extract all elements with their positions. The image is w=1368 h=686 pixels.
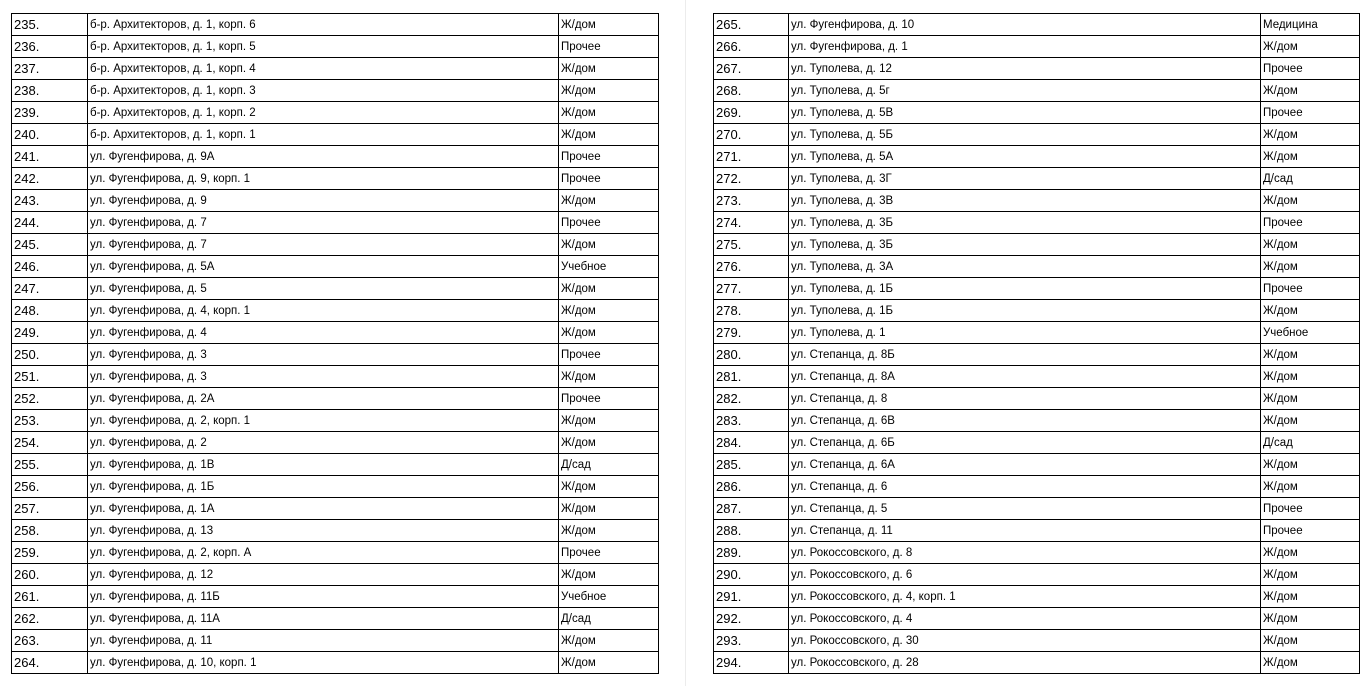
row-address: ул. Фугенфирова, д. 2, корп. А: [88, 542, 559, 564]
row-number: 251.: [12, 366, 88, 388]
table-row: [12, 322, 659, 344]
table-row: [12, 278, 659, 300]
row-category: Ж/дом: [559, 652, 659, 674]
row-category: Ж/дом: [1261, 454, 1360, 476]
row-address: ул. Фугенфирова, д. 9: [88, 190, 559, 212]
row-address: б-р. Архитекторов, д. 1, корп. 6: [88, 14, 559, 36]
row-address: ул. Рокоссовского, д. 6: [789, 564, 1261, 586]
row-address: ул. Фугенфирова, д. 5А: [88, 256, 559, 278]
row-address: ул. Туполева, д. 3В: [789, 190, 1261, 212]
row-category: Д/сад: [1261, 168, 1360, 190]
row-number: 241.: [12, 146, 88, 168]
row-category: Прочее: [559, 542, 659, 564]
row-address: ул. Фугенфирова, д. 7: [88, 234, 559, 256]
address-table-left: [11, 13, 659, 674]
table-row: [714, 366, 1360, 388]
table-row: [12, 608, 659, 630]
table-row: [12, 36, 659, 58]
row-address: ул. Степанца, д. 11: [789, 520, 1261, 542]
row-number: 267.: [714, 58, 789, 80]
table-row: [12, 102, 659, 124]
row-category: Прочее: [1261, 278, 1360, 300]
table-row: [714, 80, 1360, 102]
row-address: ул. Рокоссовского, д. 4: [789, 608, 1261, 630]
table-row: [12, 366, 659, 388]
table-row: [714, 344, 1360, 366]
row-category: Прочее: [1261, 102, 1360, 124]
table-row: [714, 36, 1360, 58]
table-row: [714, 476, 1360, 498]
row-address: ул. Фугенфирова, д. 7: [88, 212, 559, 234]
row-address: б-р. Архитекторов, д. 1, корп. 2: [88, 102, 559, 124]
row-address: ул. Фугенфирова, д. 9А: [88, 146, 559, 168]
table-row: [714, 124, 1360, 146]
row-category: Прочее: [1261, 58, 1360, 80]
table-row: [12, 300, 659, 322]
row-number: 280.: [714, 344, 789, 366]
row-number: 287.: [714, 498, 789, 520]
row-address: ул. Рокоссовского, д. 4, корп. 1: [789, 586, 1261, 608]
row-number: 247.: [12, 278, 88, 300]
row-category: Ж/дом: [1261, 234, 1360, 256]
row-number: 263.: [12, 630, 88, 652]
row-address: ул. Фугенфирова, д. 4, корп. 1: [88, 300, 559, 322]
row-category: Ж/дом: [1261, 652, 1360, 674]
row-address: ул. Фугенфирова, д. 11А: [88, 608, 559, 630]
table-row: [12, 542, 659, 564]
table-row: [714, 190, 1360, 212]
row-address: ул. Фугенфирова, д. 2А: [88, 388, 559, 410]
table-row: [714, 14, 1360, 36]
row-number: 237.: [12, 58, 88, 80]
table-row: [12, 80, 659, 102]
row-category: Ж/дом: [559, 366, 659, 388]
row-category: Учебное: [1261, 322, 1360, 344]
row-category: Ж/дом: [559, 410, 659, 432]
row-address: ул. Туполева, д. 3Б: [789, 212, 1261, 234]
row-number: 256.: [12, 476, 88, 498]
row-number: 286.: [714, 476, 789, 498]
table-row: [12, 586, 659, 608]
row-number: 289.: [714, 542, 789, 564]
row-number: 261.: [12, 586, 88, 608]
row-category: Ж/дом: [1261, 476, 1360, 498]
table-row: [12, 212, 659, 234]
row-address: ул. Фугенфирова, д. 3: [88, 344, 559, 366]
row-address: ул. Степанца, д. 8: [789, 388, 1261, 410]
table-row: [714, 608, 1360, 630]
row-category: Ж/дом: [1261, 410, 1360, 432]
row-address: ул. Фугенфирова, д. 13: [88, 520, 559, 542]
row-address: ул. Туполева, д. 1Б: [789, 278, 1261, 300]
row-number: 277.: [714, 278, 789, 300]
row-number: 281.: [714, 366, 789, 388]
row-address: б-р. Архитекторов, д. 1, корп. 3: [88, 80, 559, 102]
table-row: [714, 454, 1360, 476]
row-number: 285.: [714, 454, 789, 476]
row-number: 257.: [12, 498, 88, 520]
row-category: Ж/дом: [1261, 586, 1360, 608]
row-number: 246.: [12, 256, 88, 278]
row-number: 274.: [714, 212, 789, 234]
row-category: Прочее: [559, 388, 659, 410]
row-address: ул. Рокоссовского, д. 30: [789, 630, 1261, 652]
row-number: 255.: [12, 454, 88, 476]
row-number: 254.: [12, 432, 88, 454]
address-table-right-body: [714, 14, 1360, 674]
row-address: ул. Фугенфирова, д. 1А: [88, 498, 559, 520]
row-category: Ж/дом: [1261, 608, 1360, 630]
row-address: ул. Степанца, д. 8А: [789, 366, 1261, 388]
row-category: Ж/дом: [559, 432, 659, 454]
row-category: Ж/дом: [559, 58, 659, 80]
row-category: Ж/дом: [1261, 344, 1360, 366]
row-number: 250.: [12, 344, 88, 366]
row-number: 262.: [12, 608, 88, 630]
row-category: Ж/дом: [1261, 366, 1360, 388]
table-row: [714, 256, 1360, 278]
row-category: Прочее: [559, 36, 659, 58]
row-number: 248.: [12, 300, 88, 322]
row-address: ул. Рокоссовского, д. 28: [789, 652, 1261, 674]
row-number: 252.: [12, 388, 88, 410]
row-number: 270.: [714, 124, 789, 146]
table-row: [12, 410, 659, 432]
row-number: 288.: [714, 520, 789, 542]
table-row: [12, 124, 659, 146]
row-number: 264.: [12, 652, 88, 674]
row-address: ул. Степанца, д. 6В: [789, 410, 1261, 432]
table-row: [714, 652, 1360, 674]
table-row: [714, 58, 1360, 80]
row-category: Ж/дом: [1261, 80, 1360, 102]
row-number: 293.: [714, 630, 789, 652]
row-number: 259.: [12, 542, 88, 564]
row-number: 238.: [12, 80, 88, 102]
row-address: ул. Степанца, д. 8Б: [789, 344, 1261, 366]
table-row: [714, 564, 1360, 586]
table-row: [714, 234, 1360, 256]
row-address: ул. Фугенфирова, д. 5: [88, 278, 559, 300]
row-address: ул. Степанца, д. 6А: [789, 454, 1261, 476]
row-address: ул. Фугенфирова, д. 10: [789, 14, 1261, 36]
table-row: [714, 278, 1360, 300]
row-category: Ж/дом: [559, 190, 659, 212]
row-category: Учебное: [559, 256, 659, 278]
table-row: [12, 652, 659, 674]
row-category: Ж/дом: [1261, 256, 1360, 278]
row-number: 292.: [714, 608, 789, 630]
page-divider: [685, 0, 686, 686]
row-address: ул. Степанца, д. 6: [789, 476, 1261, 498]
table-row: [12, 256, 659, 278]
row-number: 243.: [12, 190, 88, 212]
row-address: ул. Рокоссовского, д. 8: [789, 542, 1261, 564]
row-address: ул. Фугенфирова, д. 2, корп. 1: [88, 410, 559, 432]
row-address: б-р. Архитекторов, д. 1, корп. 4: [88, 58, 559, 80]
table-row: [714, 432, 1360, 454]
row-number: 236.: [12, 36, 88, 58]
table-row: [714, 498, 1360, 520]
row-address: ул. Туполева, д. 3Б: [789, 234, 1261, 256]
row-category: Ж/дом: [1261, 388, 1360, 410]
table-row: [12, 190, 659, 212]
row-number: 279.: [714, 322, 789, 344]
table-row: [714, 322, 1360, 344]
row-address: ул. Фугенфирова, д. 3: [88, 366, 559, 388]
table-row: [12, 146, 659, 168]
table-row: [714, 146, 1360, 168]
table-row: [12, 58, 659, 80]
row-category: Ж/дом: [559, 234, 659, 256]
table-row: [12, 14, 659, 36]
table-row: [714, 542, 1360, 564]
table-row: [714, 410, 1360, 432]
row-category: Ж/дом: [559, 80, 659, 102]
row-address: ул. Туполева, д. 3Г: [789, 168, 1261, 190]
row-category: Ж/дом: [1261, 146, 1360, 168]
table-row: [12, 234, 659, 256]
row-category: Прочее: [559, 212, 659, 234]
row-address: ул. Фугенфирова, д. 11: [88, 630, 559, 652]
row-number: 273.: [714, 190, 789, 212]
row-category: Д/сад: [559, 608, 659, 630]
row-number: 284.: [714, 432, 789, 454]
row-category: Прочее: [559, 344, 659, 366]
row-number: 269.: [714, 102, 789, 124]
row-number: 235.: [12, 14, 88, 36]
row-address: ул. Фугенфирова, д. 12: [88, 564, 559, 586]
row-address: ул. Фугенфирова, д. 2: [88, 432, 559, 454]
row-category: Ж/дом: [559, 520, 659, 542]
table-row: [12, 564, 659, 586]
row-number: 291.: [714, 586, 789, 608]
row-number: 283.: [714, 410, 789, 432]
row-address: б-р. Архитекторов, д. 1, корп. 5: [88, 36, 559, 58]
row-address: ул. Фугенфирова, д. 1Б: [88, 476, 559, 498]
row-number: 239.: [12, 102, 88, 124]
address-table-right: [713, 13, 1360, 674]
row-category: Учебное: [559, 586, 659, 608]
row-address: ул. Фугенфирова, д. 10, корп. 1: [88, 652, 559, 674]
row-address: ул. Туполева, д. 3А: [789, 256, 1261, 278]
row-address: ул. Фугенфирова, д. 4: [88, 322, 559, 344]
row-number: 275.: [714, 234, 789, 256]
row-category: Ж/дом: [1261, 300, 1360, 322]
row-number: 272.: [714, 168, 789, 190]
row-address: ул. Фугенфирова, д. 11Б: [88, 586, 559, 608]
row-address: ул. Туполева, д. 12: [789, 58, 1261, 80]
address-table-left-body: [12, 14, 659, 674]
row-address: ул. Фугенфирова, д. 9, корп. 1: [88, 168, 559, 190]
row-address: ул. Туполева, д. 5Б: [789, 124, 1261, 146]
table-row: [714, 586, 1360, 608]
row-category: Прочее: [1261, 212, 1360, 234]
row-number: 282.: [714, 388, 789, 410]
row-category: Прочее: [1261, 520, 1360, 542]
row-category: Ж/дом: [1261, 564, 1360, 586]
table-row: [12, 520, 659, 542]
row-number: 271.: [714, 146, 789, 168]
row-address: ул. Туполева, д. 1Б: [789, 300, 1261, 322]
table-row: [714, 300, 1360, 322]
row-category: Ж/дом: [1261, 190, 1360, 212]
table-row: [12, 344, 659, 366]
row-category: Прочее: [559, 146, 659, 168]
row-category: Медицина: [1261, 14, 1360, 36]
table-row: [12, 498, 659, 520]
row-number: 260.: [12, 564, 88, 586]
row-category: Прочее: [559, 168, 659, 190]
row-category: Ж/дом: [559, 498, 659, 520]
row-address: ул. Туполева, д. 1: [789, 322, 1261, 344]
table-row: [12, 168, 659, 190]
row-number: 294.: [714, 652, 789, 674]
row-number: 245.: [12, 234, 88, 256]
table-row: [714, 168, 1360, 190]
row-number: 242.: [12, 168, 88, 190]
row-category: Ж/дом: [559, 476, 659, 498]
table-row: [12, 476, 659, 498]
row-number: 265.: [714, 14, 789, 36]
table-row: [12, 630, 659, 652]
table-row: [12, 388, 659, 410]
row-number: 266.: [714, 36, 789, 58]
row-number: 268.: [714, 80, 789, 102]
row-address: ул. Фугенфирова, д. 1: [789, 36, 1261, 58]
row-category: Ж/дом: [1261, 630, 1360, 652]
row-category: Ж/дом: [559, 14, 659, 36]
row-address: ул. Степанца, д. 6Б: [789, 432, 1261, 454]
row-number: 276.: [714, 256, 789, 278]
row-category: Ж/дом: [559, 102, 659, 124]
row-address: ул. Фугенфирова, д. 1В: [88, 454, 559, 476]
row-category: Ж/дом: [1261, 36, 1360, 58]
row-address: ул. Туполева, д. 5А: [789, 146, 1261, 168]
table-row: [714, 388, 1360, 410]
row-number: 249.: [12, 322, 88, 344]
row-number: 240.: [12, 124, 88, 146]
row-address: б-р. Архитекторов, д. 1, корп. 1: [88, 124, 559, 146]
row-category: Ж/дом: [559, 322, 659, 344]
row-category: Д/сад: [559, 454, 659, 476]
row-category: Ж/дом: [1261, 542, 1360, 564]
row-category: Д/сад: [1261, 432, 1360, 454]
row-category: Ж/дом: [559, 300, 659, 322]
table-row: [714, 102, 1360, 124]
row-number: 278.: [714, 300, 789, 322]
row-category: Ж/дом: [559, 630, 659, 652]
row-category: Прочее: [1261, 498, 1360, 520]
row-address: ул. Туполева, д. 5В: [789, 102, 1261, 124]
row-number: 244.: [12, 212, 88, 234]
row-number: 253.: [12, 410, 88, 432]
row-number: 258.: [12, 520, 88, 542]
row-address: ул. Степанца, д. 5: [789, 498, 1261, 520]
row-category: Ж/дом: [559, 278, 659, 300]
row-category: Ж/дом: [559, 124, 659, 146]
row-category: Ж/дом: [559, 564, 659, 586]
table-row: [714, 520, 1360, 542]
table-row: [12, 454, 659, 476]
table-row: [714, 630, 1360, 652]
row-category: Ж/дом: [1261, 124, 1360, 146]
table-row: [714, 212, 1360, 234]
row-number: 290.: [714, 564, 789, 586]
row-address: ул. Туполева, д. 5г: [789, 80, 1261, 102]
table-row: [12, 432, 659, 454]
